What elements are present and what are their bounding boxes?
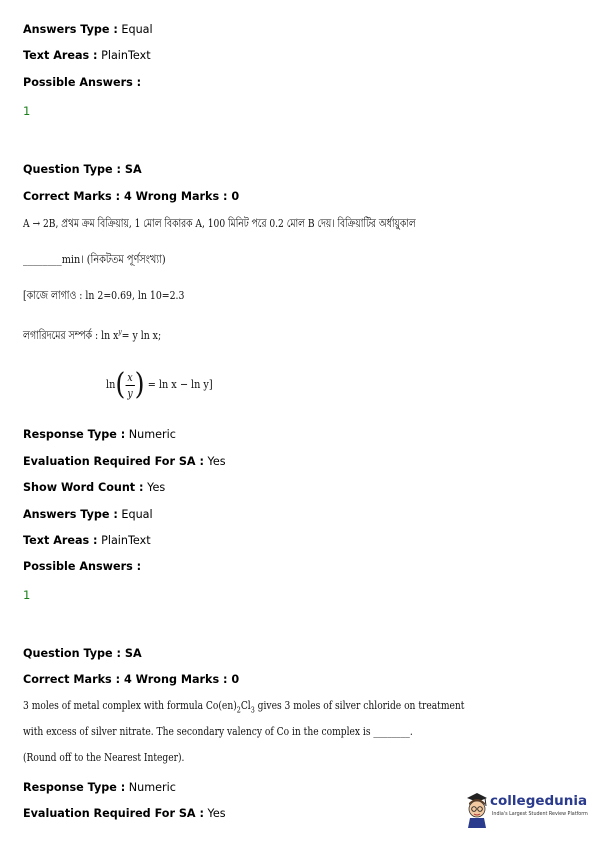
log-relation-text: লগারিদমের সম্পর্ক : ln x [23, 327, 119, 342]
log-exponent: y [118, 328, 122, 336]
text-areas-label: Text Areas : [23, 534, 98, 547]
evaluation-row [23, 807, 226, 821]
response-type-value: Numeric [128, 781, 176, 794]
question-text-segment: 3 moles of metal complex with formula Co(en) [23, 698, 237, 712]
formula-subscript: 2 [236, 705, 241, 715]
question-type: Question Type : SA [23, 163, 142, 176]
formula-subscript: 3 [250, 705, 255, 715]
question-text-line: A → 2B, প্রথম ক্রম বিক্রিয়ায়, 1 মোল বিকারক A, 100 মিনিট পরে 0.2 মোল B দেয়। বিক্রিয়াটির অর্ধায়ুকাল [23, 216, 416, 230]
formula-rhs: = ln x − ln y] [147, 377, 213, 391]
response-type-label: Response Type : [23, 781, 126, 794]
hint-line: [কাজে লাগাও : ln 2=0.69, ln 10=2.3 [23, 288, 185, 302]
answers-type-value: Equal [121, 23, 153, 36]
text-areas-value: PlainText [101, 49, 151, 62]
evaluation-value: Yes [207, 455, 226, 468]
evaluation-label: Evaluation Required For SA : [23, 807, 204, 820]
possible-answers-label: Possible Answers : [23, 76, 142, 89]
formula-right-paren: ) [134, 367, 145, 402]
evaluation-value: Yes [207, 807, 226, 820]
text-areas-row [23, 49, 151, 63]
text-areas-label: Text Areas : [23, 49, 98, 62]
log-relation-rest: = y ln x; [121, 327, 162, 342]
word-count-value: Yes [147, 481, 166, 494]
question-text-line: (Round off to the Nearest Integer). [23, 750, 185, 764]
possible-answer: 1 [23, 104, 31, 118]
possible-answer: 1 [23, 588, 31, 602]
logo-wordmark: collegedunia [490, 793, 588, 809]
answers-type-row [23, 23, 153, 37]
answers-type-label: Answers Type : [23, 508, 118, 521]
answer-blank: ________ [23, 252, 62, 266]
question-text-line: with excess of silver nitrate. The secondary valency of Co in the complex is ________. [23, 724, 413, 738]
text-areas-value: PlainText [101, 534, 151, 547]
answers-type-label: Answers Type : [23, 23, 118, 36]
collegedunia-logo [462, 790, 587, 830]
answers-type-value: Equal [121, 508, 153, 521]
question-marks: Correct Marks : 4 Wrong Marks : 0 [23, 190, 240, 203]
formula-denominator: y [127, 386, 133, 400]
formula-left-paren: ( [115, 367, 126, 402]
response-type-label: Response Type : [23, 428, 126, 441]
formula-numerator: x [127, 370, 133, 384]
question-text-line [23, 698, 464, 717]
question-text-line [23, 252, 166, 267]
possible-answers-label: Possible Answers : [23, 560, 142, 573]
question-marks: Correct Marks : 4 Wrong Marks : 0 [23, 673, 240, 686]
response-type-row [23, 781, 176, 795]
formula-fraction [125, 371, 134, 400]
response-type-row [23, 428, 176, 442]
mascot-icon [462, 790, 492, 830]
word-count-label: Show Word Count : [23, 481, 144, 494]
response-type-value: Numeric [128, 428, 176, 441]
evaluation-label: Evaluation Required For SA : [23, 455, 204, 468]
question-type: Question Type : SA [23, 647, 142, 660]
logo-tagline: India's Largest Student Review Platform [492, 812, 588, 817]
text-areas-row [23, 534, 151, 548]
answers-type-row [23, 508, 153, 522]
log-relation-line [23, 325, 161, 343]
question-text-segment: gives 3 moles of silver chloride on treatment [254, 698, 465, 712]
question-text-segment: min। (নিকটতম পূর্ণসংখ্যা) [61, 252, 166, 266]
evaluation-row [23, 455, 226, 469]
question-text-segment: Cl [240, 698, 251, 712]
word-count-row [23, 481, 165, 495]
formula-ln: ln [106, 377, 116, 391]
fraction-bar [125, 385, 134, 386]
log-formula [106, 367, 213, 402]
